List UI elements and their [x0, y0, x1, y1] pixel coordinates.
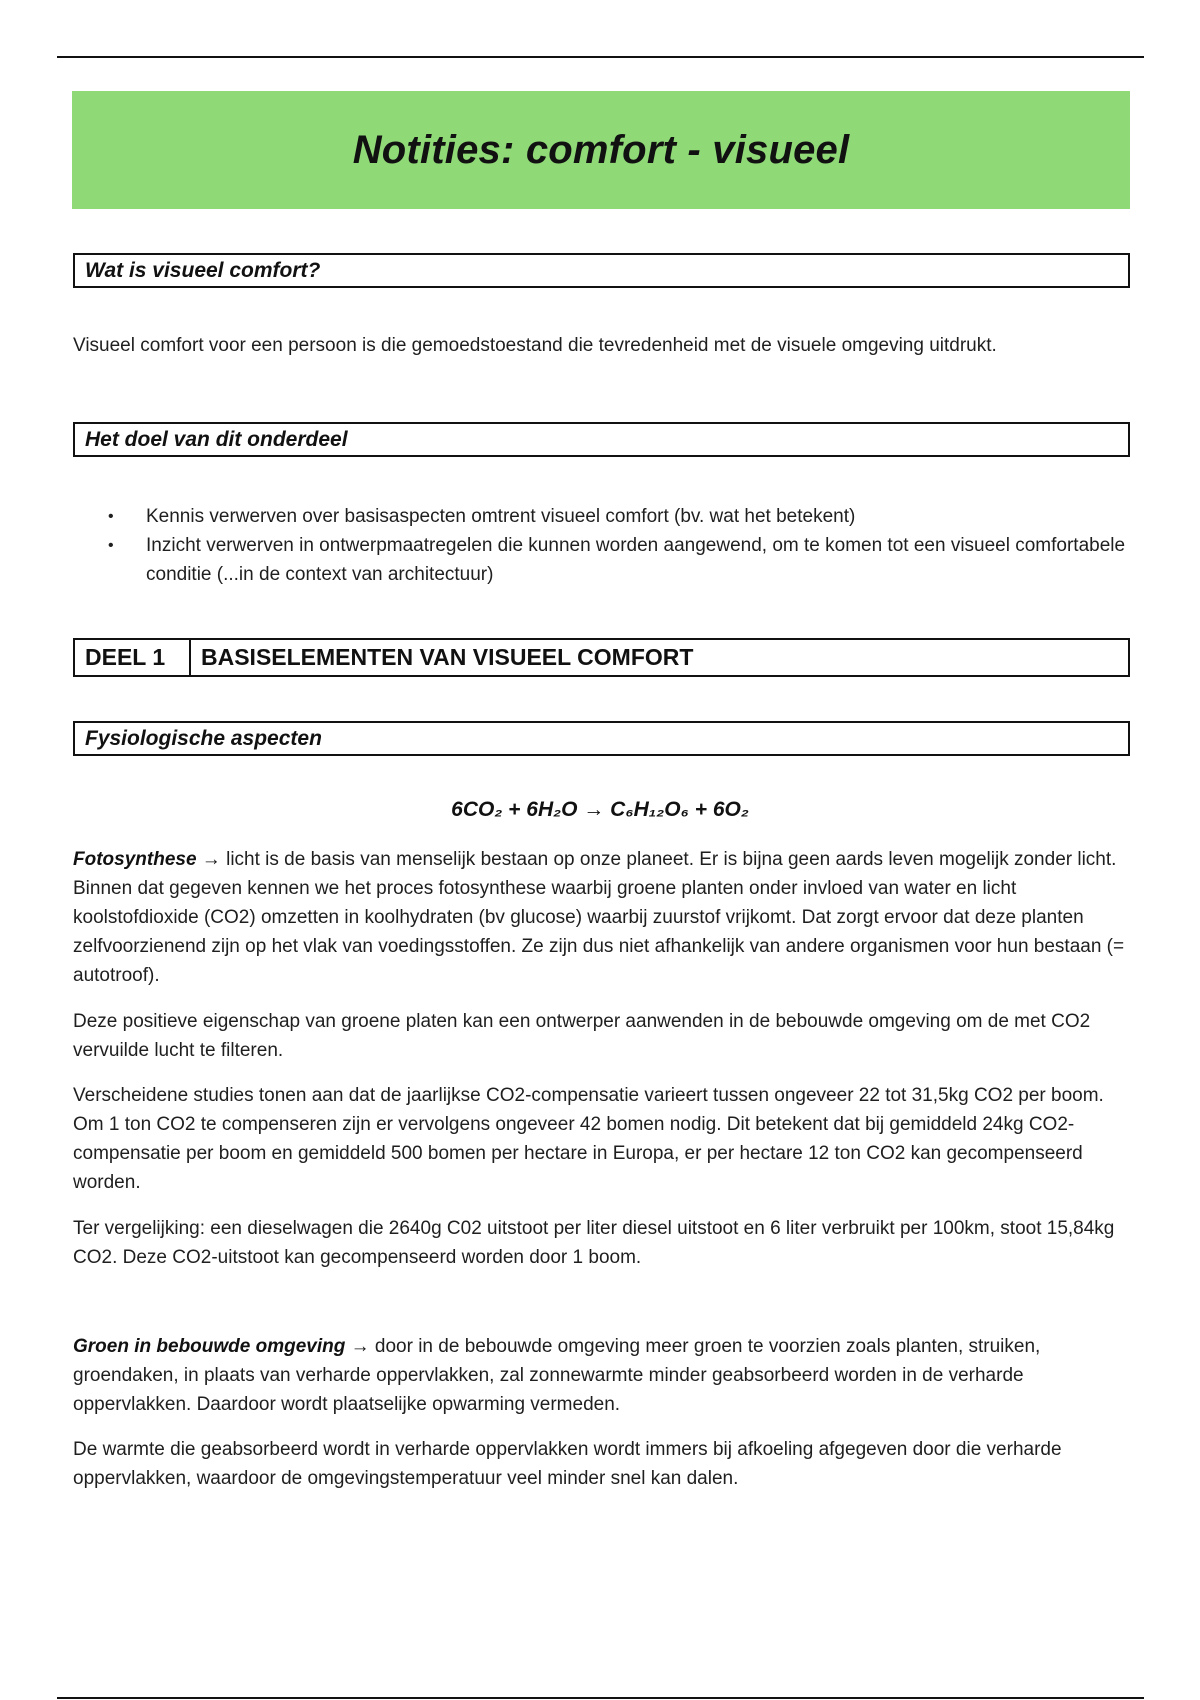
fotosynthese-paragraph: Fotosynthese → licht is de basis van menselijk bestaan op onze planeet. Er is bijna geen aards leven mogelijk zonder licht. Binnen dat gegeven kennen we het proces fotosynthese waarbij groene planten onder invloed van water en licht koolstofdioxide (CO2) omzetten in koolhydraten (bv glucose) waarbij zuurstof vrijkomt. Dat zorgt ervoor dat deze planten zelfvoorzienend zijn op het vlak van voedingsstoffen. Ze zijn dus niet afhankelijk van andere organismen voor hun bestaan (= autotroof).: [73, 849, 1125, 986]
page-title: Notities: comfort - visueel: [352, 127, 850, 172]
list-item: • Inzicht verwerven in ontwerpmaatregelen die kunnen worden aangewend, om te komen tot een visueel comfortabele conditie (...in de context van architectuur): [73, 531, 1133, 589]
definition-paragraph: Visueel comfort voor een persoon is die gemoedstoestand die tevredenheid met de visuele omgeving uitdrukt.: [73, 335, 997, 356]
warmte-paragraph: De warmte die geabsorbeerd wordt in verharde oppervlakken wordt immers bij afkoeling afgegeven door die verharde oppervlakken, waardoor de omgevingstemperatuur veel minder snel kan dalen.: [73, 1439, 1062, 1489]
section-header-label: Het doel van dit onderdeel: [85, 427, 348, 451]
term-groen: Groen in bebouwde omgeving →: [73, 1336, 370, 1357]
top-rule: [57, 56, 1144, 58]
section-header-label: Fysiologische aspecten: [85, 726, 322, 750]
section-header-doel: [73, 422, 1130, 457]
part-title: BASISELEMENTEN VAN VISUEEL COMFORT: [201, 644, 694, 670]
section-header-fysiologisch: [73, 721, 1130, 756]
section-header-wat-is: [73, 253, 1130, 288]
list-item: • Kennis verwerven over basisaspecten omtrent visueel comfort (bv. wat het betekent): [73, 502, 1133, 531]
positief-paragraph: Deze positieve eigenschap van groene platen kan een ontwerper aanwenden in de bebouwde omgeving om de met CO2 vervuilde lucht te filteren.: [73, 1011, 1091, 1061]
bullet-icon: •: [108, 508, 114, 525]
part-header: [73, 638, 1130, 677]
bullet-icon: •: [108, 537, 114, 554]
groen-paragraph: Groen in bebouwde omgeving → door in de bebouwde omgeving meer groen te voorzien zoals planten, struiken, groendaken, in plaats van verharde oppervlakken, zal zonnewarmte minder geabsorbeerd worden in de verharde oppervlakken. Daardoor wordt plaatselijke opwarming vermeden.: [73, 1336, 1041, 1415]
studies-paragraph: Verscheidene studies tonen aan dat de jaarlijkse CO2-compensatie varieert tussen ongeveer 22 tot 31,5kg CO2 per boom. Om 1 ton CO2 te compenseren zijn er vervolgens ongeveer 42 bomen nodig. Dit betekent dat bij gemiddeld 24kg CO2-compensatie per boom en gemiddeld 500 bomen per hectare in Europa, er per hectare 12 ton CO2 kan gecompenseerd worden.: [73, 1085, 1104, 1193]
section-header-label: Wat is visueel comfort?: [85, 258, 321, 282]
part-number: DEEL 1: [75, 640, 191, 675]
photosynthesis-formula: 6CO₂ + 6H₂O → C₆H₁₂O₆ + 6O₂: [451, 798, 749, 821]
vergelijking-paragraph: Ter vergelijking: een dieselwagen die 2640g C02 uitstoot per liter diesel uitstoot en 6 liter verbruikt per 100km, stoot 15,84kg CO2. Deze CO2-uitstoot kan gecompenseerd worden door 1 boom.: [73, 1218, 1115, 1268]
goals-list: [73, 502, 1133, 589]
term-fotosynthese: Fotosynthese →: [73, 849, 221, 870]
bottom-rule: [57, 1697, 1144, 1699]
title-banner: [72, 91, 1130, 209]
